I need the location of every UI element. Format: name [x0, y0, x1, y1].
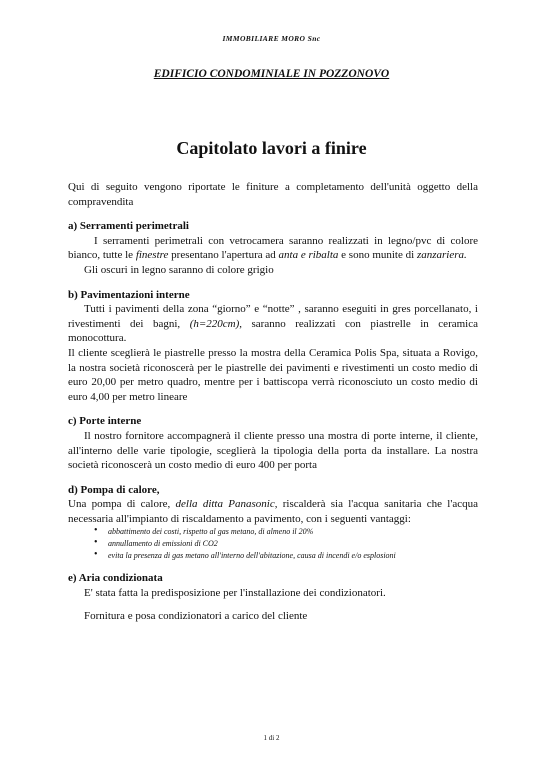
- text-run: e sono munite di: [338, 249, 417, 262]
- text-run: Una pompa di calore,: [68, 498, 176, 511]
- text-run-italic: finestre: [135, 249, 169, 262]
- text-run-italic: zanzariera.: [416, 249, 467, 262]
- section-a-paragraph-1: [68, 234, 478, 263]
- section-c-paragraph-1: Il nostro fornitore accompagnerà il cliente presso una mostra di porte interne, il cliente, all'interno delle varie tipologie, sceglierà la tipologia della porta da installare. La nostra società riconoscerà un costo medio di euro 400 per porta: [68, 429, 478, 472]
- building-heading: EDIFICIO CONDOMINIALE IN POZZONOVO: [153, 68, 390, 80]
- section-e-heading: e) Aria condizionata: [68, 572, 163, 585]
- text-run-italic: della ditta Panasonic: [175, 498, 275, 511]
- text-run: , riscalderà sia l'acqua sanitaria che l'acqua necessaria all'impianto di riscaldamento a pavimento, con i seguenti vantaggi:: [68, 498, 478, 525]
- page-number: 1 di 2: [263, 734, 280, 742]
- section-d-paragraph-1: [68, 497, 478, 526]
- text-run-italic: (h=220cm): [189, 317, 240, 330]
- section-b-paragraph-1: [68, 302, 478, 346]
- text-run: , saranno realizzati con piastrelle in ceramica monocottura.: [68, 317, 478, 345]
- document-body: [68, 180, 478, 623]
- section-a-heading: a) Serramenti perimetrali: [68, 220, 189, 233]
- list-item: • evita la presenza di gas metano all'interno dell'abitazione, causa di incendi e/o esplosioni: [108, 550, 478, 561]
- section-a-paragraph-2: Gli oscuri in legno saranno di colore grigio: [84, 263, 274, 276]
- text-run: presentano l'apertura ad: [168, 249, 279, 262]
- section-c-heading: c) Porte interne: [68, 415, 142, 428]
- text-run: I serramenti perimetrali con vetrocamera saranno realizzati in legno/pvc di colore bianco, tutte le: [68, 234, 478, 262]
- section-b-paragraph-2: Il cliente sceglierà le piastrelle presso la mostra della Ceramica Polis Spa, situata a Rovigo, la nostra società riconoscerà per le piastrelle dei pavimenti e rivestimenti un costo medio di euro 20,00 per metro quadro, mentre per i battiscopa verrà riconosciuto un costo medio di euro 4,00 per metro lineare: [68, 346, 478, 403]
- text-run-italic: anta e ribalta: [278, 249, 339, 262]
- text-run: Tutti i pavimenti della zona “giorno” e “notte” , saranno eseguiti in gres porcellanato, i rivestimenti dei bagni,: [68, 303, 478, 330]
- section-e-paragraph-2: Fornitura e posa condizionatori a carico del cliente: [84, 609, 308, 622]
- section-d-heading: d) Pompa di calore,: [68, 483, 160, 496]
- intro-paragraph: Qui di seguito vengono riportate le finiture a completamento dell'unità oggetto della compravendita: [68, 181, 478, 208]
- section-b-heading: b) Pavimentazioni interne: [68, 288, 190, 301]
- section-e-paragraph-1: E' stata fatta la predisposizione per l'installazione dei condizionatori.: [84, 587, 386, 600]
- company-name: IMMOBILIARE MORO Snc: [222, 34, 321, 43]
- advantages-list: [68, 526, 478, 561]
- list-item: • abbattimento dei costi, rispetto al gas metano, di almeno il 20%: [108, 526, 478, 537]
- list-item: • annullamento di emissioni di CO2: [108, 538, 478, 549]
- page-title: Capitolato lavori a finire: [176, 138, 367, 158]
